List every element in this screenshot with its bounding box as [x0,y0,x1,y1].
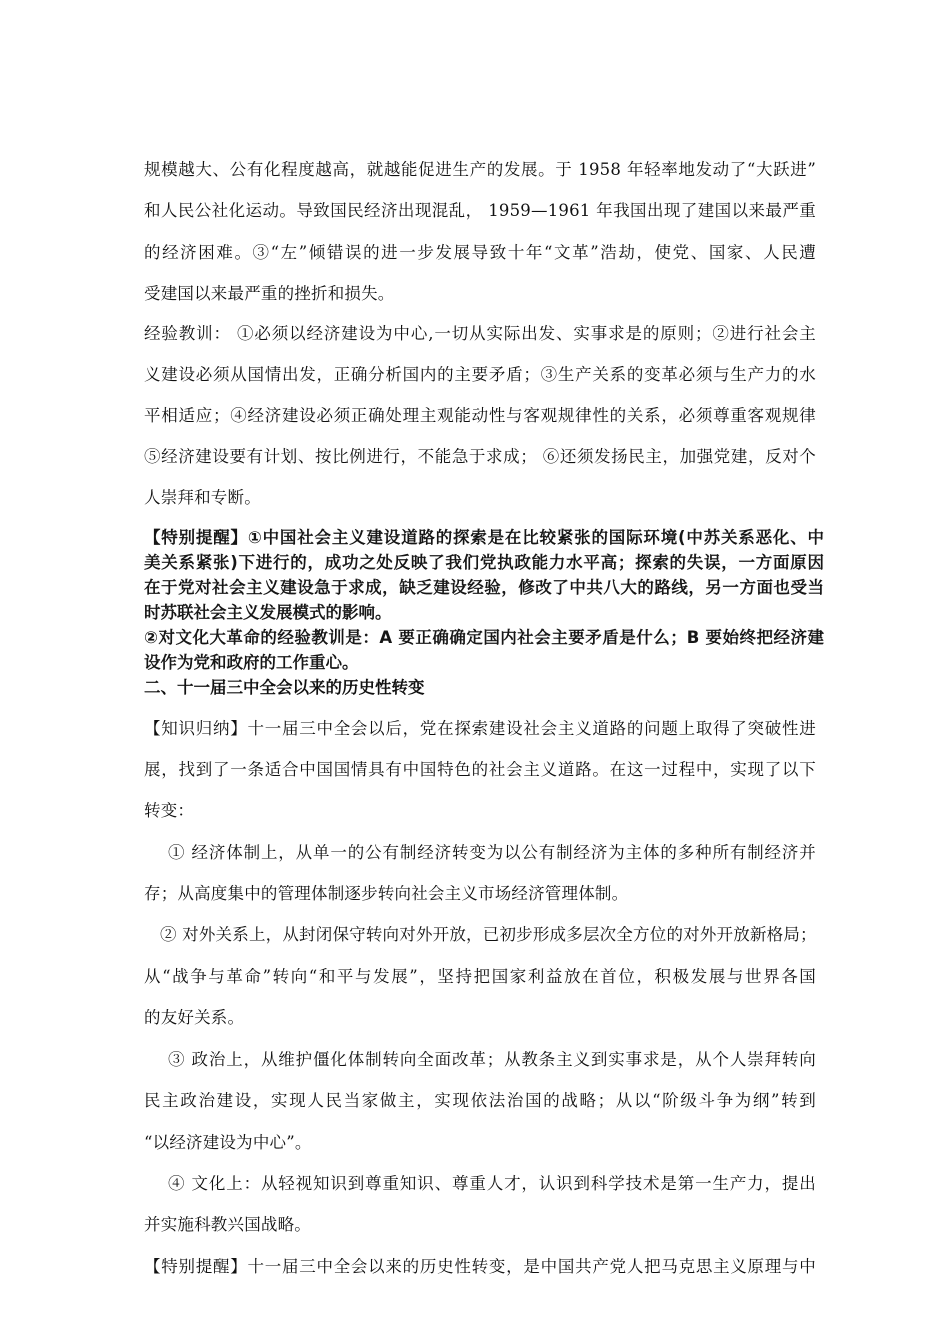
special-note-line: 【特别提醒】①中国社会主义建设道路的探索是在比较紧张的国际环境(中苏关系恶化、中 [144,528,824,547]
special-note-2-line: 【特别提醒】十一届三中全会以来的历史性转变，是中国共产党人把马克思主义原理与中 [144,1257,816,1276]
special-note-line: 美关系紧张)下进行的，成功之处反映了我们党执政能力水平高；探索的失误，一方面原因 [144,553,824,572]
special-note-line: 时苏联社会主义发展模式的影响。 [144,603,392,622]
item-line: “以经济建设为中心”。 [144,1133,312,1152]
lessons-line: 义建设必须从国情出发，正确分析国内的主要矛盾；③生产关系的变革必须与生产力的水 [144,365,816,384]
item-line: 民主政治建设，实现人民当家做主，实现依法治国的战略；从以“阶级斗争为纲”转到 [144,1091,816,1110]
paragraph-line: 受建国以来最严重的挫折和损失。 [144,284,395,303]
knowledge-line: 【知识归纳】十一届三中全会以后，党在探索建设社会主义道路的问题上取得了突破性进 [144,719,816,738]
item-line: 存；从高度集中的管理体制逐步转向社会主义市场经济管理体制。 [144,884,629,903]
item-line: 的友好关系。 [144,1008,245,1027]
item-line: 从“战争与革命”转向“和平与发展”，坚持把国家利益放在首位，积极发展与世界各国 [144,967,816,986]
section-heading: 二、十一届三中全会以来的历史性转变 [144,678,425,697]
lessons-line: 平相适应；④经济建设必须正确处理主观能动性与客观规律性的关系，必须尊重客观规律 [144,406,816,425]
item-line: ② 对外关系上，从封闭保守转向对外开放，已初步形成多层次全方位的对外开放新格局； [160,925,817,944]
item-line: ① 经济体制上，从单一的公有制经济转变为以公有制经济为主体的多种所有制经济并 [168,843,816,862]
paragraph-line: 的经济困难。③“左”倾错误的进一步发展导致十年“文革”浩劫，使党、国家、人民遭 [144,243,816,262]
lessons-line: 人崇拜和专断。 [144,488,261,507]
lessons-line: ⑤经济建设要有计划、按比例进行，不能急于求成； ⑥还须发扬民主，加强党建，反对个 [144,447,816,466]
lessons-line: 经验教训： ①必须以经济建设为中心,一切从实际出发、实事求是的原则；②进行社会主 [144,324,816,343]
paragraph-line: 和人民公社化运动。导致国民经济出现混乱， 1959—1961 年我国出现了建国以来最严重 [144,201,816,220]
knowledge-line: 展，找到了一条适合中国国情具有中国特色的社会主义道路。在这一过程中，实现了以下 [144,760,816,779]
paragraph-line: 规模越大、公有化程度越高，就越能促进生产的发展。于 1958 年轻率地发动了“大跃进” [144,160,816,179]
item-line: 并实施科教兴国战略。 [144,1215,311,1234]
special-note-line: ②对文化大革命的经验教训是：A 要正确确定国内社会主要矛盾是什么；B 要始终把经济建 [144,628,824,647]
knowledge-line: 转变： [144,801,195,820]
item-line: ③ 政治上，从维护僵化体制转向全面改革；从教条主义到实事求是，从个人崇拜转向 [168,1050,816,1069]
special-note-line: 设作为党和政府的工作重心。 [144,653,359,672]
item-line: ④ 文化上：从轻视知识到尊重知识、尊重人才，认识到科学技术是第一生产力，提出 [168,1174,816,1193]
special-note-line: 在于党对社会主义建设急于求成，缺乏建设经验，修改了中共八大的路线，另一方面也受当 [144,578,824,597]
